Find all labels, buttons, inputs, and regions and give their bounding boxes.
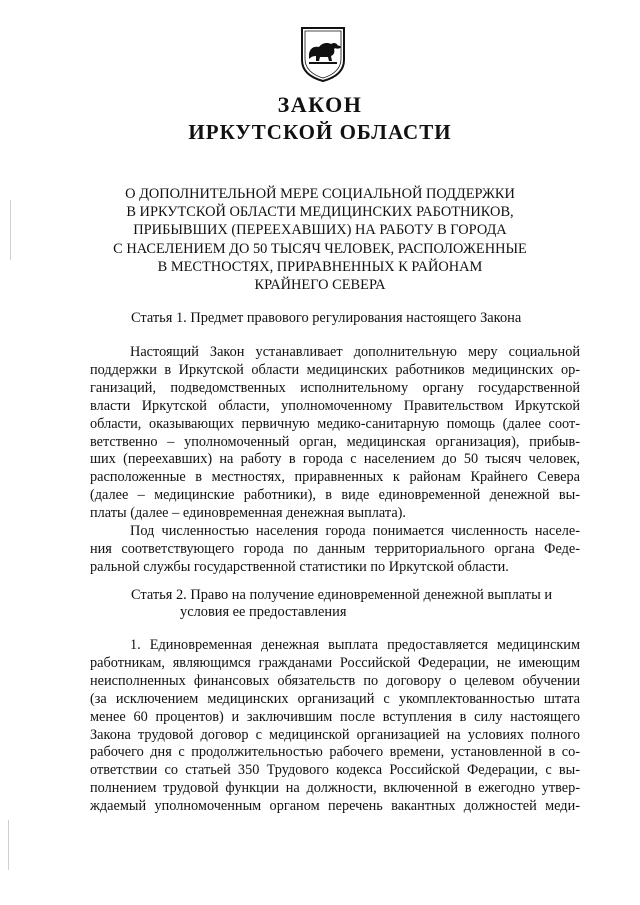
text-line: (за исключением медицинских организаций с укомплектованностью штата [90, 690, 580, 707]
text-line: Закона трудовой договор с медицинской организацией на условиях полного [90, 726, 580, 743]
text-line: рабочего дня с продолжительностью рабочего времени, установленной в со- [90, 744, 580, 761]
text-line: платы (далее – единовременная денежная выплата). [90, 505, 406, 522]
text-line: Настоящий Закон устанавливает дополнительную меру социальной [130, 344, 580, 360]
text-line: ших (переехавших) на работу в города с населением до 50 тысяч человек, [90, 451, 580, 468]
text-line: ральной службы государственной статистики по Иркутской области. [90, 558, 509, 575]
article-1-paragraph-1 [90, 344, 580, 523]
subject-line: КРАЙНЕГО СЕВЕРА [254, 277, 386, 294]
text-line: ждаемый уполномоченным органом перечень вакантных должностей меди- [90, 798, 580, 815]
document-title: ЗАКОН [277, 92, 363, 117]
text-line: (далее – медицинские работники), в виде единовременной денежной вы- [90, 487, 580, 504]
text-line: ганизаций, подведомственных исполнительному органу государственной [90, 379, 580, 396]
text-line: области, оказывающих первичную медико-санитарную помощь (далее соот- [90, 415, 580, 432]
text-line: неисполненных финансовых обязательств по договору о целевом обучении [90, 672, 580, 689]
subject-line: ПРИБЫВШИХ (ПЕРЕЕХАВШИХ) НА РАБОТУ В ГОРОДА [133, 222, 507, 239]
article-2-heading: Статья 2. Право на получение единовременной денежной выплаты и [131, 587, 553, 603]
subject-line: В ИРКУТСКОЙ ОБЛАСТИ МЕДИЦИНСКИХ РАБОТНИКОВ, [126, 204, 514, 221]
text-line: работникам, являющимся гражданами Российской Федерации, не имеющим [90, 654, 580, 671]
text-line: поддержки в Иркутской области медицинских работников медицинских ор- [90, 361, 580, 378]
text-line: менее 60 процентов) и заключившим после вступления в силу настоящего [90, 708, 580, 725]
article-1-heading: Статья 1. Предмет правового регулирования настоящего Закона [131, 310, 522, 326]
article-1-paragraph-2 [90, 523, 580, 577]
subject-line: О ДОПОЛНИТЕЛЬНОЙ МЕРЕ СОЦИАЛЬНОЙ ПОДДЕРЖКИ [125, 186, 515, 202]
coat-of-arms-icon [300, 26, 346, 82]
text-line: ния соответствующего города по данным территориального органа Феде- [90, 540, 580, 557]
scan-artifact [10, 200, 11, 260]
document-region: ИРКУТСКОЙ ОБЛАСТИ [188, 120, 452, 144]
text-line: ветственно – уполномоченный орган, медицинская организация), прибыв- [90, 433, 580, 450]
article-2-paragraph-1 [90, 637, 580, 816]
subject-line: В МЕСТНОСТЯХ, ПРИРАВНЕННЫХ К РАЙОНАМ [157, 258, 483, 275]
text-line: расположенные в местностях, приравненных к районам Крайнего Севера [90, 469, 580, 486]
article-2-heading-cont: условия ее предоставления [180, 604, 347, 620]
subject-line: С НАСЕЛЕНИЕМ ДО 50 ТЫСЯЧ ЧЕЛОВЕК, РАСПОЛОЖЕННЫЕ [113, 240, 527, 257]
text-line: полнением трудовой функции на должности, включенной в ежегодно утвер- [90, 780, 580, 797]
text-line: ответствии со статьей 350 Трудового кодекса Российской Федерации, с вы- [90, 762, 580, 779]
scan-artifact [8, 820, 9, 870]
law-subject [110, 185, 530, 294]
text-line: Под численностью населения города понимается численность населе- [130, 523, 580, 539]
text-line: 1. Единовременная денежная выплата предоставляется медицинским [130, 637, 580, 653]
text-line: власти Иркутской области, уполномоченному Правительством Иркутской [90, 397, 580, 414]
